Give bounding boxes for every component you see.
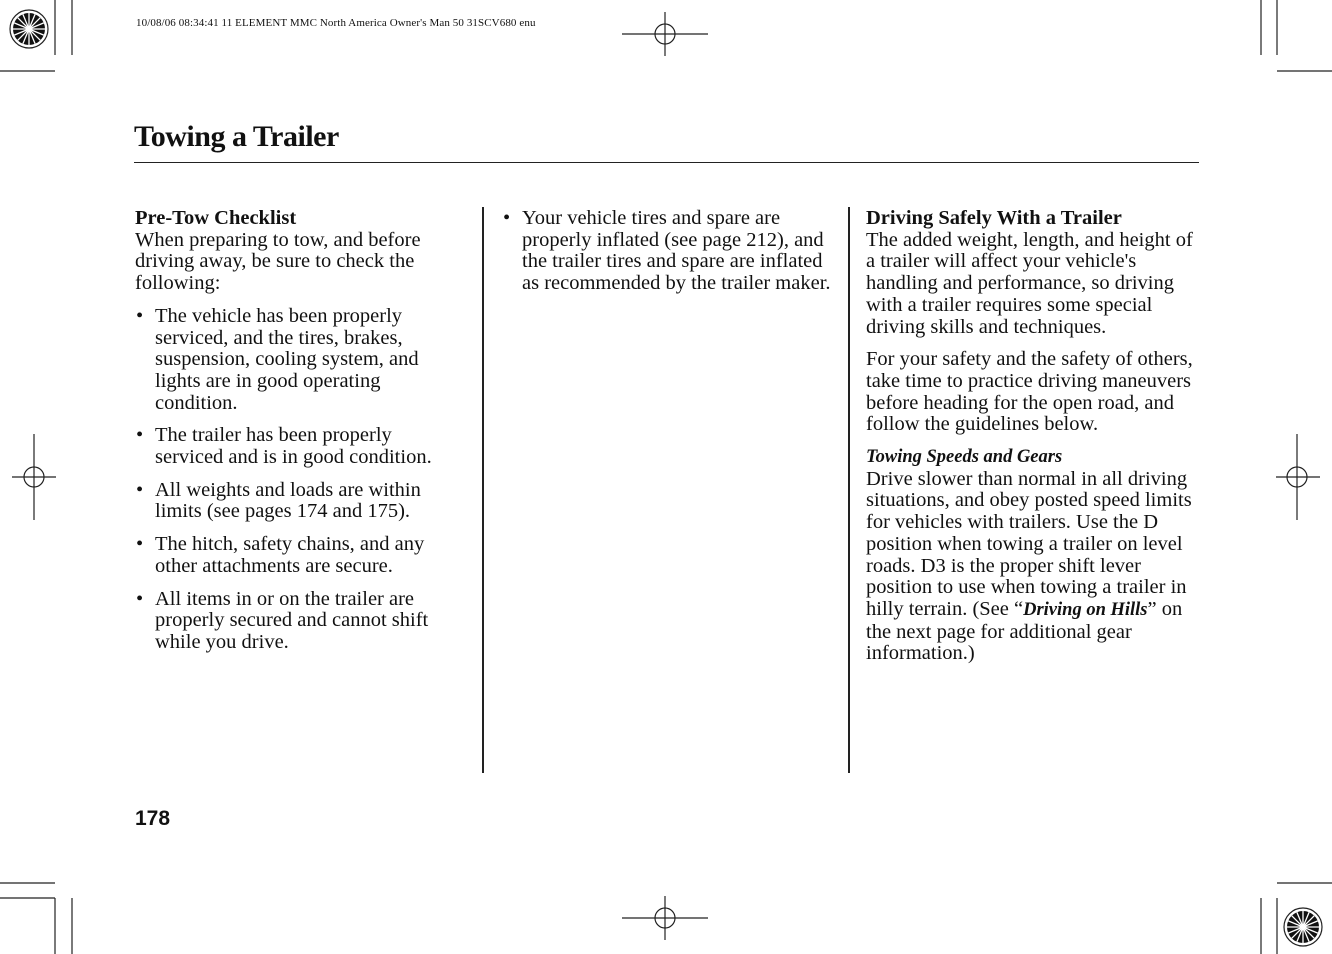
checklist-item [135, 306, 465, 415]
checklist-item-text: All items in or on the trailer are properly secured and cannot shift while you drive. [155, 587, 429, 653]
checklist-intro: When preparing to tow, and before driving away, be sure to check the following: [135, 228, 421, 295]
towing-speeds-text-end: ” on the next page for additional gear information.) [866, 597, 1183, 665]
driving-safely-paragraph-2: For your safety and the safety of others, take time to practice driving maneuvers before heading for the open road, and follow the guidelines below. [866, 348, 1193, 436]
bullet-icon: • [136, 478, 144, 501]
checklist-bullets-continued [502, 208, 832, 295]
section-heading-pre-tow-checklist: Pre-Tow Checklist [135, 207, 297, 229]
cross-reference-driving-on-hills: Driving on Hills [1023, 599, 1148, 620]
checklist-item [502, 208, 832, 295]
title-divider [134, 162, 1199, 163]
column-pre-tow-checklist [135, 208, 465, 665]
print-slug: 10/08/06 08:34:41 11 ELEMENT MMC North America Owner's Man 50 31SCV680 enu [136, 17, 536, 29]
checklist-bullets [135, 306, 465, 654]
page-number: 178 [135, 807, 171, 830]
section-heading-driving-safely: Driving Safely With a Trailer [866, 207, 1122, 229]
bullet-icon: • [136, 424, 144, 447]
bullet-icon: • [503, 207, 511, 229]
checklist-item [135, 480, 465, 523]
checklist-item-text: The trailer has been properly serviced and is in good condition. [155, 424, 432, 469]
checklist-item [135, 534, 465, 577]
checklist-item-text: The vehicle has been properly serviced, and the tires, brakes, suspension, cooling system, and lights are in good operating condition. [155, 304, 419, 414]
checklist-item [135, 589, 465, 654]
subheading-towing-speeds: Towing Speeds and Gears [866, 447, 1063, 468]
page-title: Towing a Trailer [134, 120, 339, 153]
bullet-icon: • [136, 533, 144, 556]
checklist-item-text: Your vehicle tires and spare are properly inflated (see page 212), and the trailer tires and spare are inflated as recommended by the trailer maker. [522, 207, 831, 295]
column-divider-1 [482, 207, 484, 773]
towing-speeds-paragraph [866, 469, 1201, 665]
column-divider-2 [848, 207, 850, 773]
driving-safely-paragraph-1: The added weight, length, and height of a trailer will affect your vehicle's handling and performance, so driving with a trailer requires some special driving skills and techniques. [866, 228, 1193, 338]
bullet-icon: • [136, 587, 144, 610]
towing-speeds-text: Drive slower than normal in all driving situations, and obey posted speed limits for vehicles with trailers. Use the D position when towing a trailer on level roads. D3 is the proper shift lever position to use when towing a trailer in hilly terrain. (See “ [866, 467, 1192, 620]
checklist-item [135, 425, 465, 468]
checklist-item-text: All weights and loads are within limits (see pages 174 and 175). [155, 478, 421, 523]
column-driving-safely [866, 208, 1201, 676]
column-checklist-continued [502, 208, 832, 306]
bullet-icon: • [136, 304, 144, 327]
checklist-item-text: The hitch, safety chains, and any other attachments are secure. [155, 533, 425, 577]
